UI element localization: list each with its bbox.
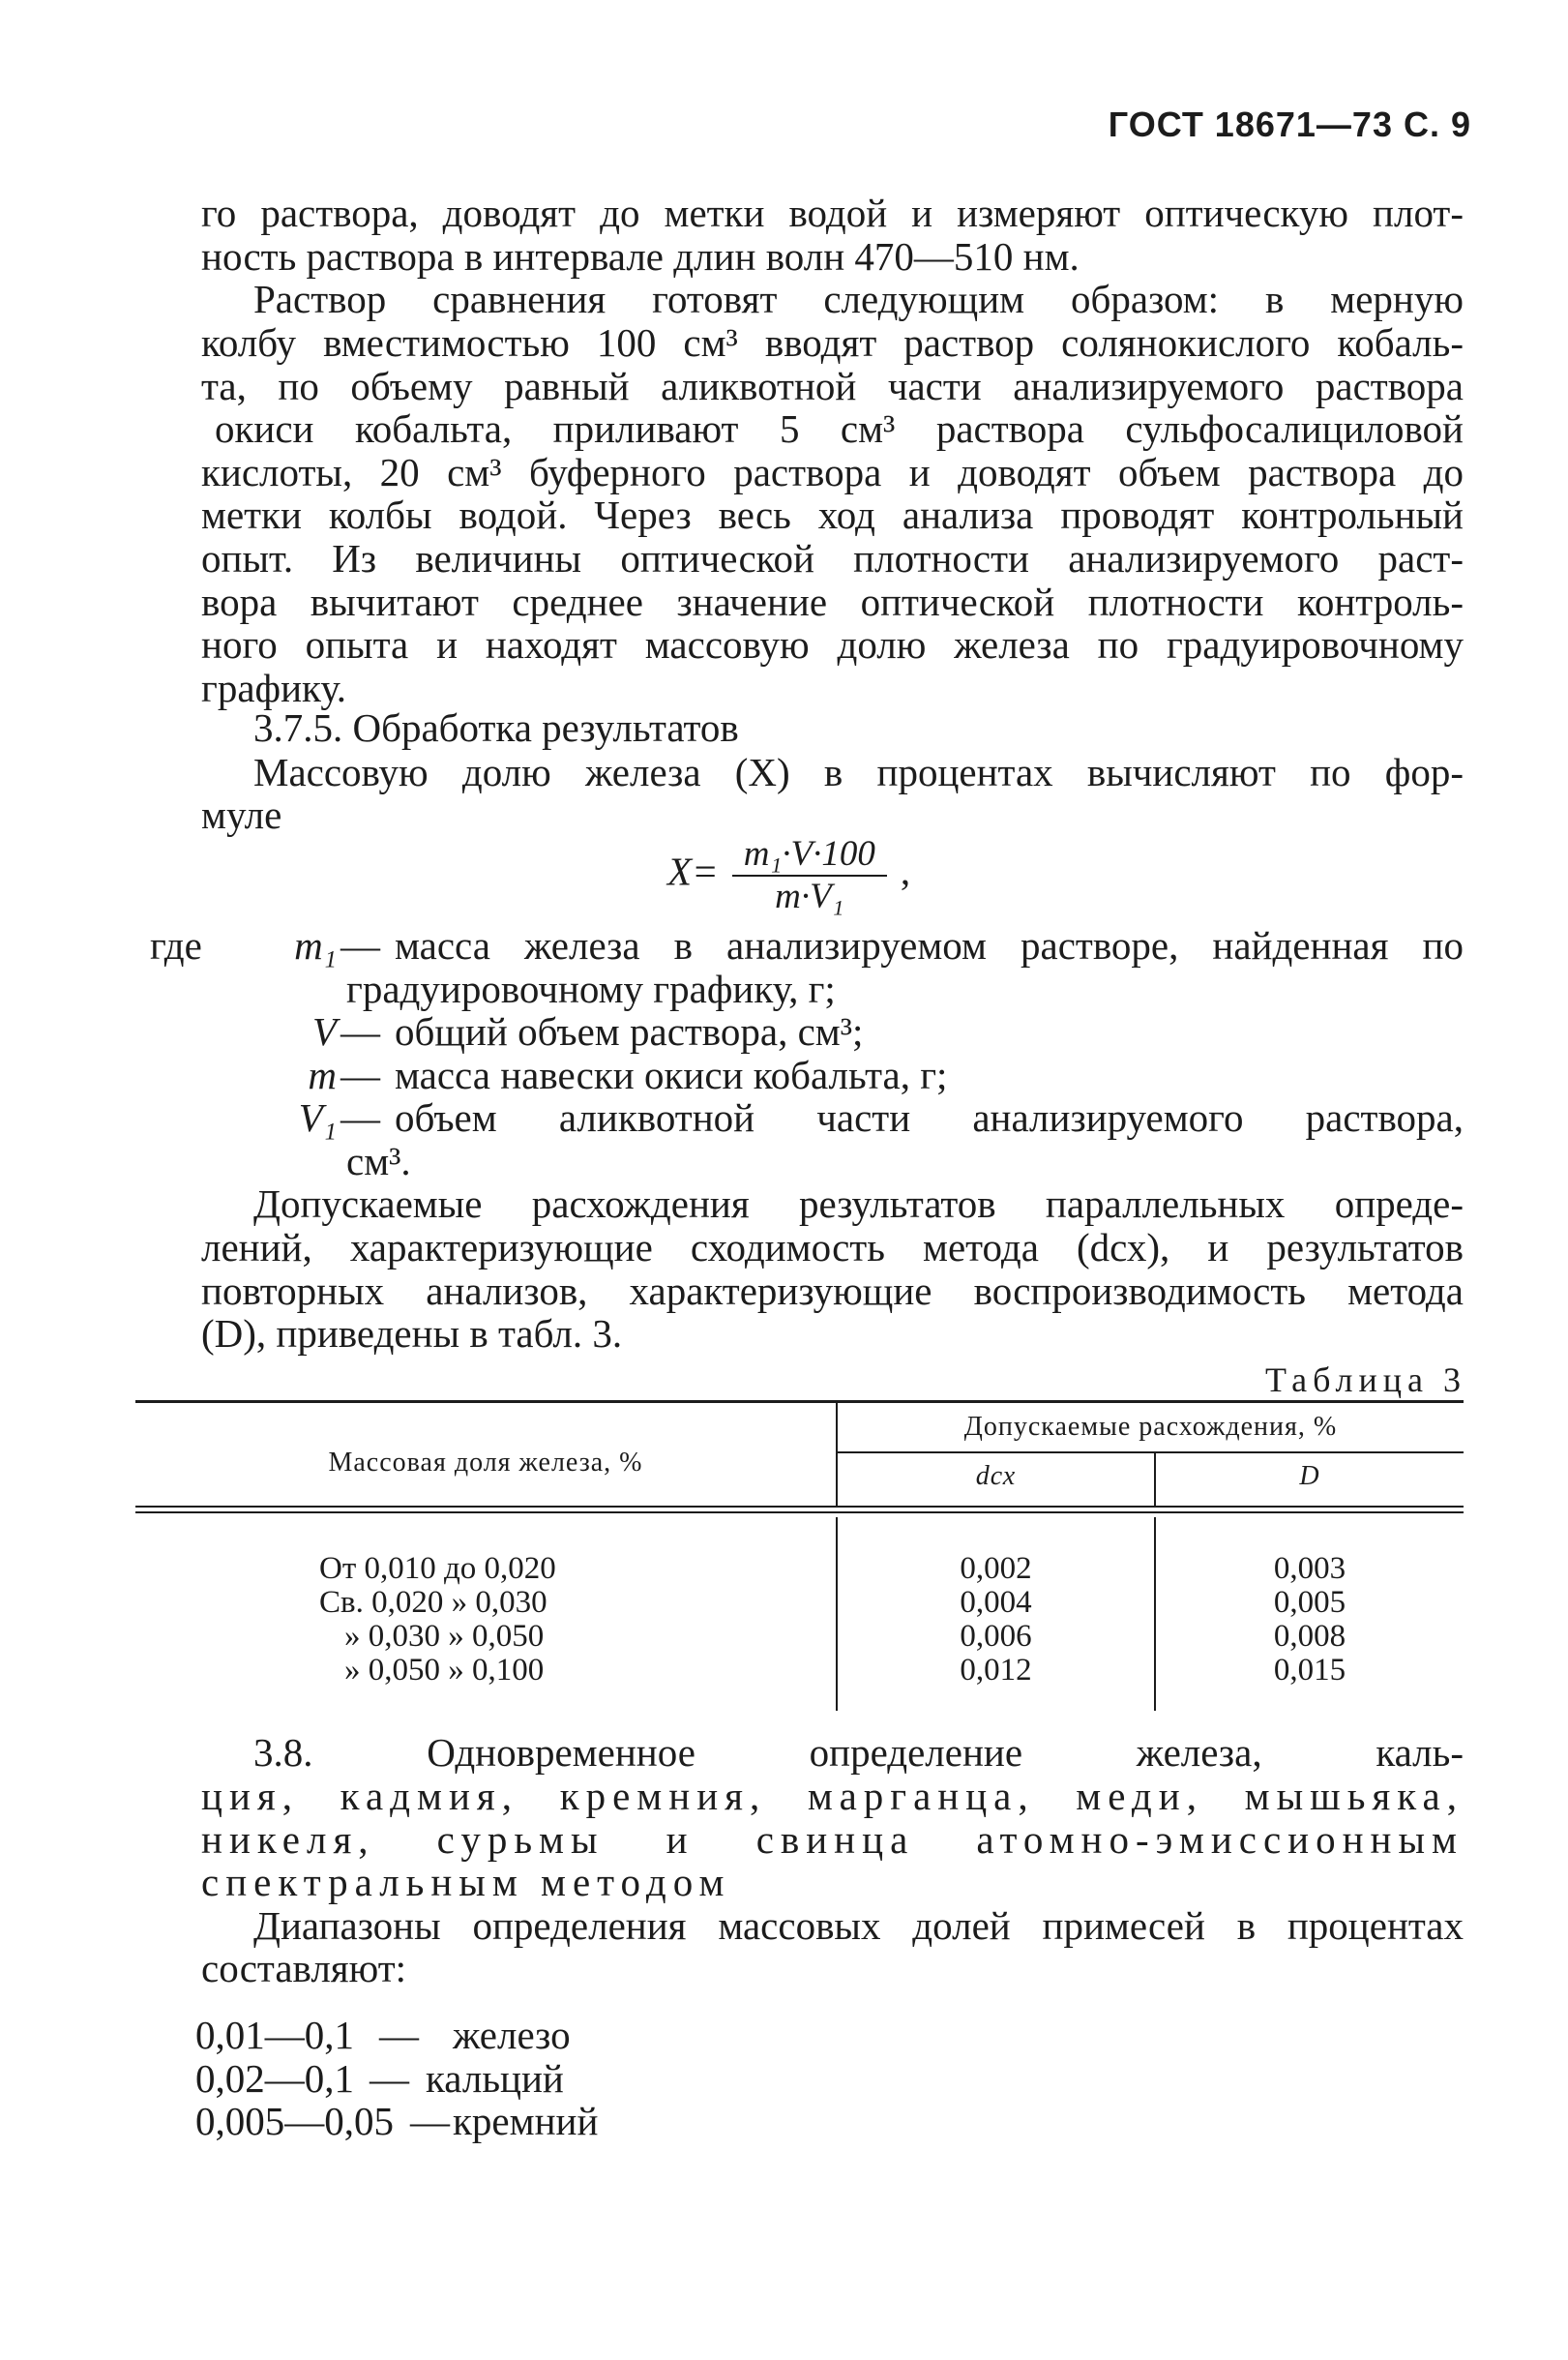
table-header-D: D xyxy=(1299,1461,1320,1491)
definition-text: объем аликвотной части анализируемого раствора, xyxy=(395,1095,1464,1140)
formula-denominator: m·V₁ xyxy=(775,877,844,916)
table-header-rule xyxy=(135,1511,1464,1513)
range-value: 0,02—0,1 xyxy=(195,2056,354,2101)
text-line: ного опыта и находят массовую долю железа по градуировочному xyxy=(201,622,1464,667)
range-dash: — xyxy=(379,2013,419,2057)
table-top-rule xyxy=(135,1400,1464,1403)
section-heading: никеля, сурьмы и свинца атомно-эмиссионным xyxy=(201,1817,1464,1862)
definition-symbol: V₁ xyxy=(298,1095,337,1140)
text-line: опыт. Из величины оптической плотности анализируемого раст- xyxy=(201,536,1464,581)
definition-text: масса железа в анализируемом растворе, найденная по xyxy=(395,923,1464,968)
range-value: 0,01—0,1 xyxy=(195,2013,354,2057)
range-element: железо xyxy=(453,2013,571,2057)
text-line: лений, характеризующие сходимость метода (dсх), и результатов xyxy=(201,1225,1464,1270)
formula-lhs: X= xyxy=(667,849,719,894)
definition-symbol: m₁ xyxy=(294,923,337,968)
formula-numerator: m₁·V·100 xyxy=(732,834,887,877)
formula xyxy=(667,834,910,917)
text-line: ность раствора в интервале длин волн 470—510 нм. xyxy=(201,234,1080,279)
definition-dash: — xyxy=(340,1009,380,1054)
definition-dash: — xyxy=(340,923,380,968)
definition-text: градуировочному графику, г; xyxy=(346,967,836,1011)
text-line: метки колбы водой. Через весь ход анализа проводят контрольный xyxy=(201,493,1464,537)
text-line: Массовую долю железа (X) в процентах вычисляют по фор- xyxy=(253,750,1464,794)
formula-comma: , xyxy=(900,849,911,894)
text-line: го раствора, доводят до метки водой и измеряют оптическую плот- xyxy=(201,191,1464,235)
table-cell-D: 0,015 xyxy=(1273,1653,1346,1688)
table-cell-range: » 0,030 » 0,050 xyxy=(344,1619,545,1654)
text-line: Раствор сравнения готовят следующим образом: в мерную xyxy=(253,277,1464,321)
section-heading: ция, кадмия, кремния, марганца, меди, мышьяка, xyxy=(201,1774,1464,1818)
table-cell-dcx: 0,012 xyxy=(960,1653,1032,1688)
text-line: муле xyxy=(201,792,282,837)
text-line: вора вычитают среднее значение оптической плотности контроль- xyxy=(201,580,1464,624)
text-line: окиси кобальта, приливают 5 см³ раствора сульфосалициловой xyxy=(215,406,1464,451)
text-line: колбу вместимостью 100 см³ вводят раствор солянокислого кобаль- xyxy=(201,320,1464,365)
table-cell-range: Св. 0,020 » 0,030 xyxy=(319,1585,547,1620)
text-line: (D), приведены в табл. 3. xyxy=(201,1311,623,1356)
table-cell-dcx: 0,006 xyxy=(960,1619,1032,1654)
definition-symbol: V xyxy=(311,1009,337,1054)
definition-text: см³. xyxy=(346,1139,411,1183)
table-header-dcx: dсх xyxy=(975,1461,1017,1491)
table-caption: Таблица 3 xyxy=(1265,1360,1466,1399)
text-line: повторных анализов, характеризующие воспроизводимость метода xyxy=(201,1269,1464,1313)
table-cell-range: » 0,050 » 0,100 xyxy=(344,1653,545,1688)
definition-symbol: m xyxy=(308,1053,337,1097)
table-cell-D: 0,008 xyxy=(1273,1619,1346,1654)
text-line: кислоты, 20 см³ буферного раствора и доводят объем раствора до xyxy=(201,450,1464,494)
text-line: графику. xyxy=(201,666,347,710)
table-header-discrepancy: Допускаемые расхождения, % xyxy=(963,1412,1338,1442)
formula-fraction xyxy=(732,834,887,917)
section-heading-text: 3.7.5. Обработка результатов xyxy=(253,705,739,750)
range-element: кальций xyxy=(426,2056,564,2101)
text-line: та, по объему равный аликвотной части анализируемого раствора xyxy=(201,364,1464,408)
range-dash: — xyxy=(370,2056,409,2101)
table-cell-range: От 0,010 до 0,020 xyxy=(319,1551,556,1586)
definition-dash: — xyxy=(340,1095,380,1140)
table-header-rule xyxy=(135,1506,1464,1508)
table-cell-D: 0,005 xyxy=(1273,1585,1346,1620)
definition-text: общий объем раствора, см³; xyxy=(395,1009,864,1054)
table-cell-dcx: 0,004 xyxy=(960,1585,1032,1620)
section-heading: спектральным методом xyxy=(201,1860,731,1904)
table-subheader-rule xyxy=(838,1451,1464,1453)
table-header-mass-fraction: Массовая доля железа, % xyxy=(328,1448,643,1478)
definition-dash: — xyxy=(340,1053,380,1097)
definition-text: масса навески окиси кобальта, г; xyxy=(395,1053,948,1097)
range-value: 0,005—0,05 xyxy=(195,2099,394,2143)
text-line: Диапазоны определения массовых долей примесей в процентах xyxy=(253,1903,1464,1948)
section-heading: 3.8. Одновременное определение железа, каль- xyxy=(253,1730,1464,1775)
text-line: Допускаемые расхождения результатов параллельных опреде- xyxy=(253,1181,1464,1226)
definition-lead: где xyxy=(150,923,202,968)
table-cell-D: 0,003 xyxy=(1273,1551,1346,1586)
page-header: ГОСТ 18671—73 С. 9 xyxy=(1108,105,1471,144)
table-cell-dcx: 0,002 xyxy=(960,1551,1032,1586)
range-element: кремний xyxy=(453,2099,599,2143)
range-dash: — xyxy=(410,2099,450,2143)
section-heading xyxy=(253,706,1464,750)
text-line: составляют: xyxy=(201,1946,407,1990)
